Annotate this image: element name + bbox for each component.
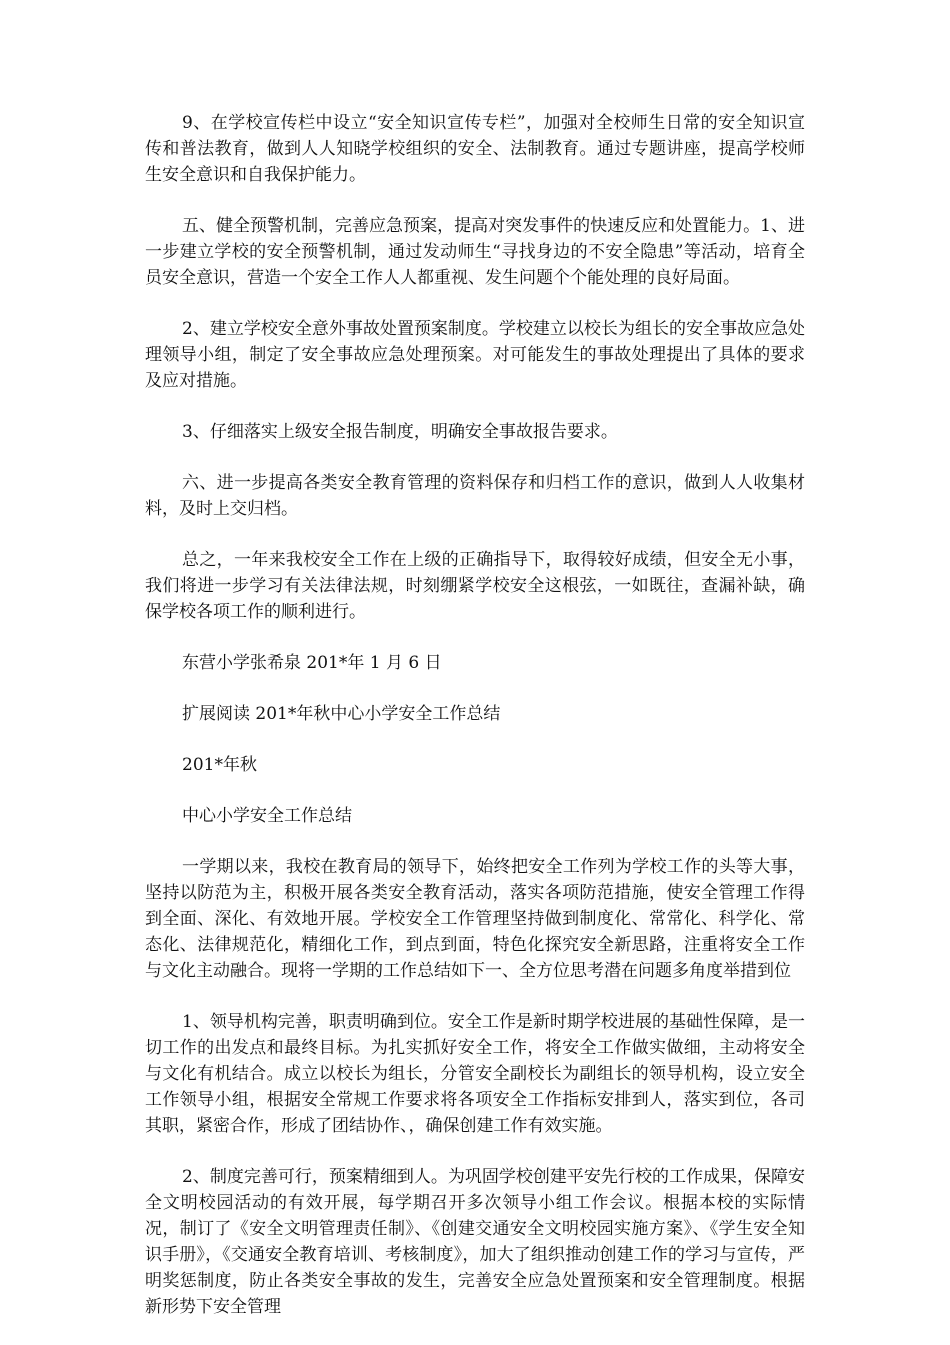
- paragraph-leadership: 1、领导机构完善，职责明确到位。安全工作是新时期学校进展的基础性保障，是一切工作的出发点和最终目标。为扎实抓好安全工作，将安全工作做实做细，主动将安全与文化有机结合。成立以校长为组长，分管安全副校长为副组长的领导机构，设立安全工作领导小组，根据安全常规工作要求将各项安全工作指标安排到人，落实到位，各司其职，紧密合作，形成了团结协作、，确保创建工作有效实施。: [145, 1012, 805, 1136]
- section-title: 中心小学安全工作总结: [182, 806, 352, 826]
- extended-reading-heading: 扩展阅读 201*年秋中心小学安全工作总结: [182, 704, 501, 724]
- paragraph-archiving: 六、进一步提高各类安全教育管理的资料保存和归档工作的意识，做到人人收集材料，及时上交归档。: [145, 473, 805, 519]
- paragraph-conclusion: 总之，一年来我校安全工作在上级的正确指导下，取得较好成绩，但安全无小事，我们将进一步学习有关法律法规，时刻绷紧学校安全这根弦，一如既往，查漏补缺，确保学校各项工作的顺利进行。: [145, 550, 805, 622]
- paragraph-emergency-plan: 2、建立学校安全意外事故处置预案制度。学校建立以校长为组长的安全事故应急处理领导小组，制定了安全事故应急处理预案。对可能发生的事故处理提出了具体的要求及应对措施。: [145, 319, 805, 391]
- document-body: [145, 110, 805, 1345]
- paragraph-system-plans: 2、制度完善可行，预案精细到人。为巩固学校创建平安先行校的工作成果，保障安全文明校园活动的有效开展，每学期召开多次领导小组工作会议。根据本校的实际情况，制订了《安全文明管理责任制》、《创建交通安全文明校园实施方案》、《学生安全知识手册》，《交通安全教育培训、考核制度》，加大了组织推动创建工作的学习与宣传，严明奖惩制度，防止各类安全事故的发生，完善安全应急处置预案和安全管理制度。根据新形势下安全管理: [145, 1167, 805, 1317]
- paragraph-introduction: 一学期以来，我校在教育局的领导下，始终把安全工作列为学校工作的头等大事，坚持以防范为主，积极开展各类安全教育活动，落实各项防范措施，使安全管理工作得到全面、深化、有效地开展。学校安全工作管理坚持做到制度化、常常化、科学化、常态化、法律规范化，精细化工作，到点到面，特色化探究安全新思路，注重将安全工作与文化主动融合。现将一学期的工作总结如下一、全方位思考潜在问题多角度举措到位: [145, 857, 805, 981]
- signature-line: 东营小学张希泉 201*年 1 月 6 日: [182, 653, 442, 673]
- paragraph-publicity-column: 9、在学校宣传栏中设立“安全知识宣传专栏”，加强对全校师生日常的安全知识宣传和普法教育，做到人人知晓学校组织的安全、法制教育。通过专题讲座，提高学校师生安全意识和自我保护能力。: [145, 113, 805, 185]
- section-term: 201*年秋: [182, 755, 257, 775]
- paragraph-report-system: 3、仔细落实上级安全报告制度，明确安全事故报告要求。: [182, 422, 618, 442]
- paragraph-early-warning: 五、健全预警机制，完善应急预案，提高对突发事件的快速反应和处置能力。1、进一步建立学校的安全预警机制，通过发动师生“寻找身边的不安全隐患”等活动，培育全员安全意识，营造一个安全工作人人都重视、发生问题个个能处理的良好局面。: [145, 216, 805, 288]
